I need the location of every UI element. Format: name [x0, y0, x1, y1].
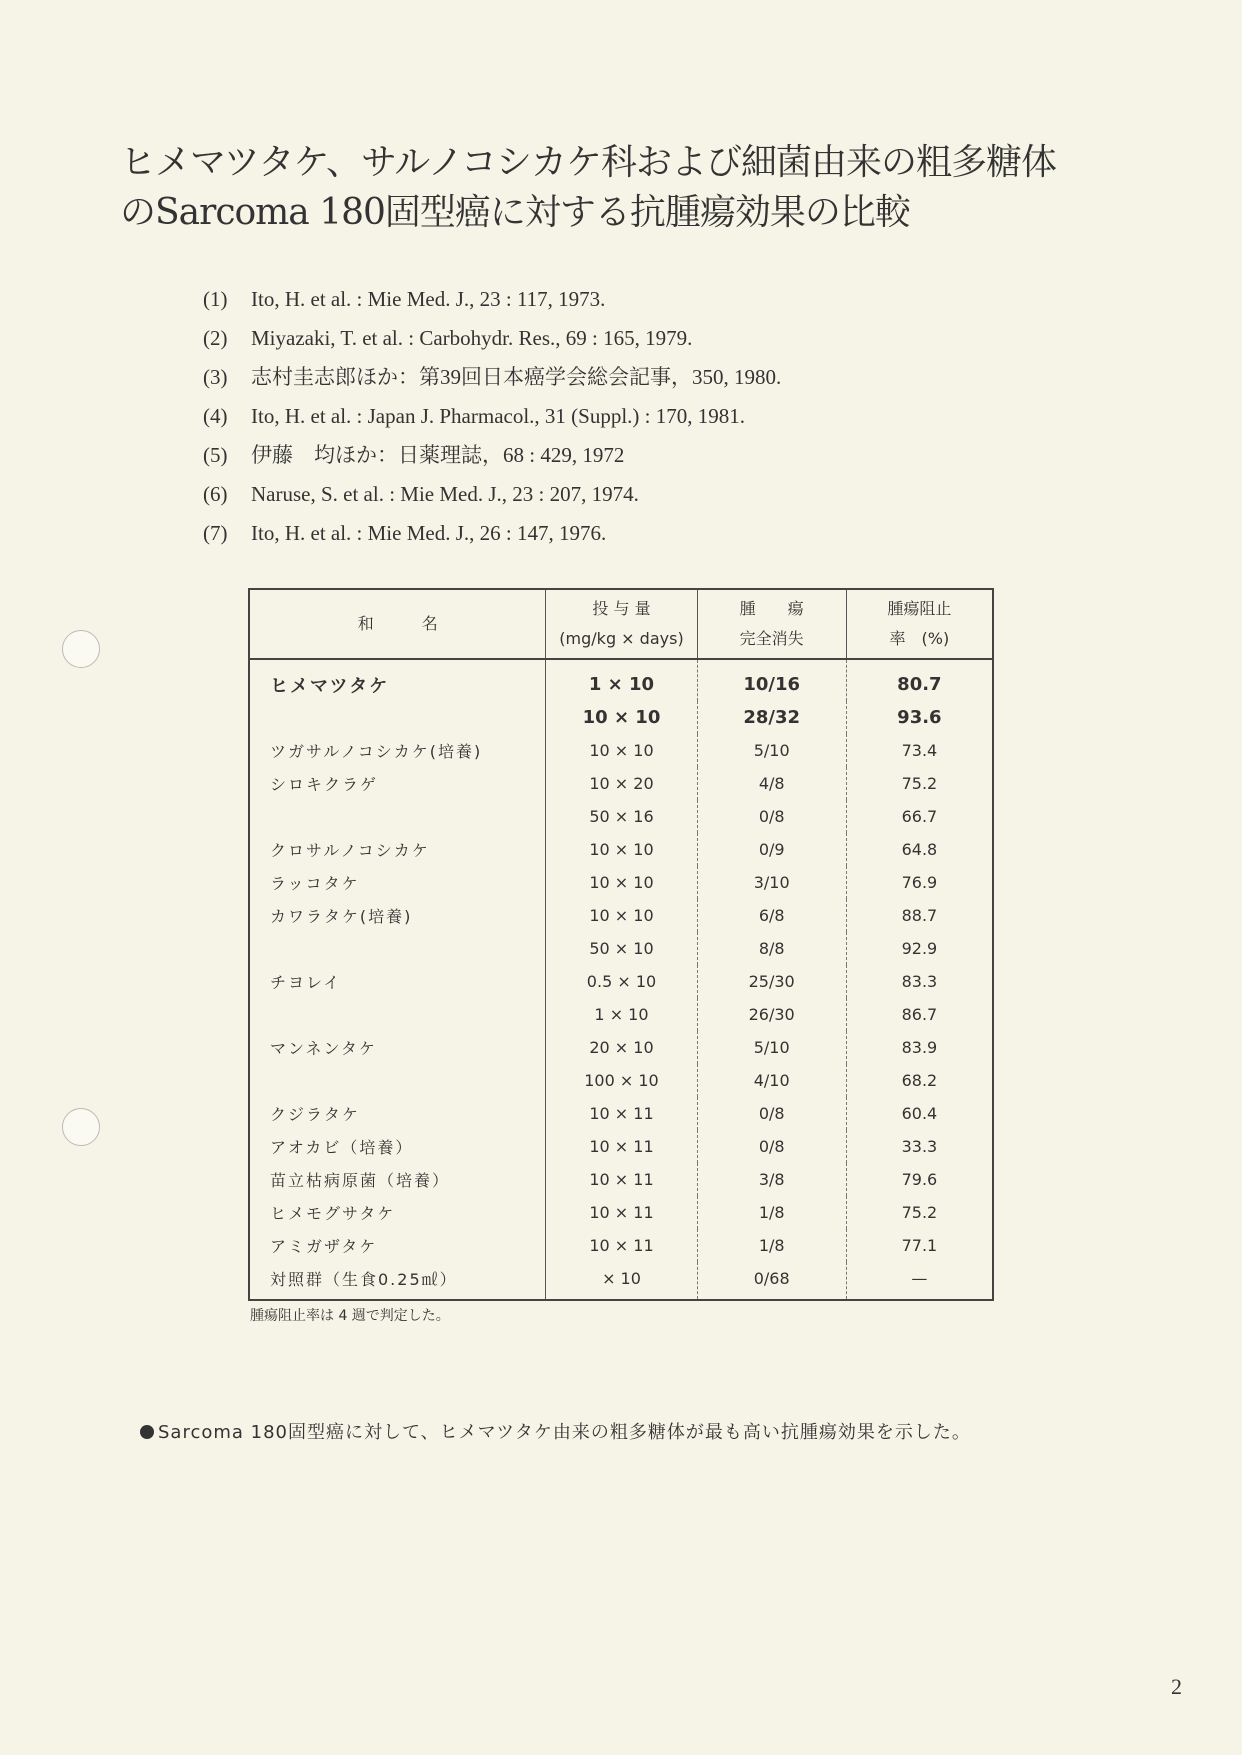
cell-rate: 93.6 — [897, 707, 942, 728]
cell-name — [250, 701, 546, 734]
table-row — [250, 1229, 992, 1262]
cell-dose: 100 × 10 — [546, 1064, 697, 1097]
cell-dose: 20 × 10 — [546, 1031, 697, 1064]
cell-regression: 0/9 — [697, 833, 846, 866]
results-table-frame — [248, 588, 994, 1301]
cell-rate: 75.2 — [901, 774, 938, 793]
table-row — [250, 767, 992, 800]
cell-rate: 64.8 — [901, 840, 938, 859]
cell-dose: 10 × 11 — [546, 1130, 697, 1163]
header-regression-line-1: 腫 瘍 — [739, 599, 804, 618]
table-row — [250, 1262, 992, 1299]
cell-regression: 25/30 — [697, 965, 846, 998]
cell-regression: 5/10 — [697, 1031, 846, 1064]
page-number: 2 — [1171, 1674, 1182, 1699]
reference-number: (6) — [203, 482, 228, 506]
bullet-icon — [140, 1425, 154, 1439]
cell-dose: 1 × 10 — [546, 659, 697, 701]
reference-number: (1) — [203, 287, 228, 311]
table-row — [250, 932, 992, 965]
cell-name: ラッコタケ — [250, 866, 546, 899]
reference-number: (3) — [203, 365, 228, 389]
summary-text: Sarcoma 180固型癌に対して、ヒメマツタケ由来の粗多糖体が最も高い抗腫瘍効果を示した。 — [158, 1422, 971, 1443]
cell-dose: 10 × 10 — [546, 833, 697, 866]
reference-item — [203, 397, 781, 436]
cell-regression: 0/68 — [697, 1262, 846, 1299]
cell-regression: 1/8 — [697, 1196, 846, 1229]
cell-rate: 60.4 — [901, 1104, 938, 1123]
header-rate-line-1: 腫瘍阻止 — [887, 599, 952, 618]
page-title — [120, 138, 1120, 238]
header-dose — [546, 590, 697, 659]
table-row — [250, 1064, 992, 1097]
summary-statement — [140, 1418, 971, 1444]
cell-rate: 80.7 — [897, 674, 942, 695]
reference-list — [203, 280, 781, 553]
cell-rate: 73.4 — [901, 741, 938, 760]
cell-name: クロサルノコシカケ — [250, 833, 546, 866]
header-regression — [697, 590, 846, 659]
cell-rate: 66.7 — [901, 807, 938, 826]
table-row — [250, 734, 992, 767]
cell-dose: 10 × 11 — [546, 1163, 697, 1196]
cell-name: 苗立枯病原菌（培養） — [250, 1163, 546, 1196]
cell-name — [250, 800, 546, 833]
reference-text: Naruse, S. et al. : Mie Med. J., 23 : 207, 1974. — [251, 482, 639, 506]
reference-item — [203, 280, 781, 319]
cell-name: シロキクラゲ — [250, 767, 546, 800]
cell-rate: 68.2 — [901, 1071, 938, 1090]
header-rate-line-2: 率 (%) — [889, 629, 950, 648]
table-header-row — [250, 590, 992, 659]
cell-dose: 50 × 16 — [546, 800, 697, 833]
table-row — [250, 800, 992, 833]
cell-dose: 10 × 20 — [546, 767, 697, 800]
table-footnote: 腫瘍阻止率は 4 週で判定した。 — [250, 1308, 450, 1324]
cell-dose: 0.5 × 10 — [546, 965, 697, 998]
title-line-1: ヒメマツタケ、サルノコシカケ科および細菌由来の粗多糖体 — [120, 142, 1057, 183]
header-rate — [846, 590, 992, 659]
cell-regression: 8/8 — [697, 932, 846, 965]
cell-name — [250, 932, 546, 965]
cell-regression: 0/8 — [697, 1097, 846, 1130]
reference-text: Ito, H. et al. : Mie Med. J., 23 : 117, 1973. — [251, 287, 606, 311]
cell-regression: 6/8 — [697, 899, 846, 932]
table-row — [250, 1196, 992, 1229]
cell-dose: 10 × 10 — [546, 701, 697, 734]
cell-regression: 28/32 — [697, 701, 846, 734]
cell-dose: 50 × 10 — [546, 932, 697, 965]
table-row — [250, 866, 992, 899]
cell-rate: 83.3 — [901, 972, 938, 991]
table-row — [250, 1130, 992, 1163]
reference-text: 伊藤 均ほか：日薬理誌，68 : 429, 1972 — [251, 443, 625, 467]
cell-dose: 10 × 11 — [546, 1229, 697, 1262]
cell-regression: 0/8 — [697, 800, 846, 833]
cell-name: ヒメモグサタケ — [250, 1196, 546, 1229]
reference-number: (2) — [203, 326, 228, 350]
cell-dose: × 10 — [546, 1262, 697, 1299]
cell-rate: 92.9 — [901, 939, 938, 958]
header-regression-line-2: 完全消失 — [739, 629, 804, 648]
cell-name: マンネンタケ — [250, 1031, 546, 1064]
cell-dose: 10 × 11 — [546, 1196, 697, 1229]
cell-dose: 10 × 10 — [546, 866, 697, 899]
cell-name: チヨレイ — [250, 965, 546, 998]
reference-text: Ito, H. et al. : Mie Med. J., 26 : 147, 1976. — [251, 521, 607, 545]
cell-rate: 76.9 — [901, 873, 938, 892]
cell-dose: 10 × 11 — [546, 1097, 697, 1130]
table-row — [250, 833, 992, 866]
cell-name — [250, 998, 546, 1031]
cell-regression: 3/8 — [697, 1163, 846, 1196]
cell-regression: 10/16 — [697, 659, 846, 701]
cell-dose: 10 × 10 — [546, 734, 697, 767]
table-row — [250, 659, 992, 701]
table-row — [250, 1031, 992, 1064]
cell-rate: 77.1 — [901, 1236, 938, 1255]
table-row — [250, 899, 992, 932]
cell-name: クジラタケ — [250, 1097, 546, 1130]
reference-text: 志村圭志郎ほか：第39回日本癌学会総会記事，350, 1980. — [251, 365, 782, 389]
table-body — [250, 659, 992, 1299]
table-row — [250, 998, 992, 1031]
reference-item — [203, 475, 781, 514]
cell-rate: 33.3 — [901, 1137, 938, 1156]
reference-number: (7) — [203, 521, 228, 545]
cell-regression: 1/8 — [697, 1229, 846, 1262]
table-row — [250, 1097, 992, 1130]
cell-regression: 4/8 — [697, 767, 846, 800]
cell-name — [250, 1064, 546, 1097]
punch-hole-icon — [62, 630, 100, 668]
cell-rate: — — [911, 1269, 928, 1288]
cell-rate: 86.7 — [901, 1005, 938, 1024]
cell-rate: 83.9 — [901, 1038, 938, 1057]
cell-name: ヒメマツタケ — [250, 659, 546, 701]
cell-rate: 75.2 — [901, 1203, 938, 1222]
cell-regression: 5/10 — [697, 734, 846, 767]
header-dose-line-1: 投 与 量 — [592, 599, 651, 618]
cell-name: 対照群（生食0.25㎖） — [250, 1262, 546, 1299]
header-name: 和 名 — [250, 590, 546, 659]
reference-item — [203, 319, 781, 358]
punch-hole-icon — [62, 1108, 100, 1146]
cell-rate: 88.7 — [901, 906, 938, 925]
cell-name: アオカビ（培養） — [250, 1130, 546, 1163]
cell-regression: 0/8 — [697, 1130, 846, 1163]
header-dose-line-2: (mg/kg × days) — [559, 629, 684, 648]
table-row — [250, 965, 992, 998]
cell-name: アミガザタケ — [250, 1229, 546, 1262]
table-row — [250, 1163, 992, 1196]
cell-name: カワラタケ(培養) — [250, 899, 546, 932]
title-line-2: のSarcoma 180固型癌に対する抗腫瘍効果の比較 — [120, 192, 910, 233]
cell-rate: 79.6 — [901, 1170, 938, 1189]
cell-regression: 26/30 — [697, 998, 846, 1031]
results-table — [250, 590, 992, 1299]
cell-dose: 10 × 10 — [546, 899, 697, 932]
cell-regression: 3/10 — [697, 866, 846, 899]
cell-dose: 1 × 10 — [546, 998, 697, 1031]
reference-number: (5) — [203, 443, 228, 467]
reference-item — [203, 436, 781, 475]
reference-text: Ito, H. et al. : Japan J. Pharmacol., 31 (Suppl.) : 170, 1981. — [251, 404, 746, 428]
cell-regression: 4/10 — [697, 1064, 846, 1097]
reference-text: Miyazaki, T. et al. : Carbohydr. Res., 69 : 165, 1979. — [251, 326, 693, 350]
reference-item — [203, 514, 781, 553]
table-row — [250, 701, 992, 734]
reference-item — [203, 358, 781, 397]
reference-number: (4) — [203, 404, 228, 428]
cell-name: ツガサルノコシカケ(培養) — [250, 734, 546, 767]
